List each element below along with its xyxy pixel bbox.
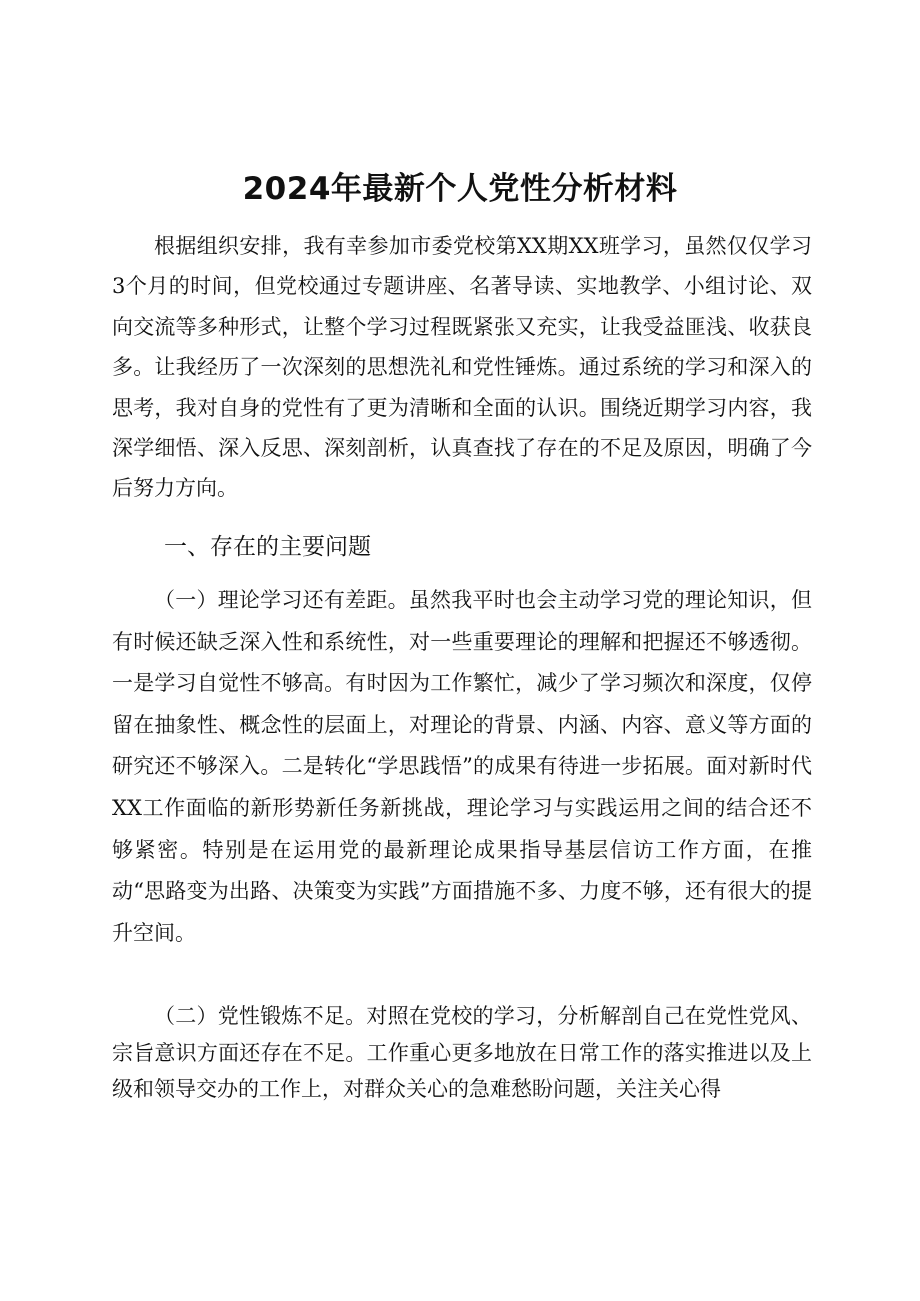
document-title: 2024年最新个人党性分析材料 bbox=[242, 171, 678, 207]
item-paragraph-2: （二）党性锻炼不足。对照在党校的学习，分析解剖自己在党性党风、宗旨意识方面还存在不足。工作重心更多地放在日常工作的落实推进以及上级和领导交办的工作上，对群众关心的急难愁盼问题，关注关心得 bbox=[112, 1004, 812, 1101]
item-paragraph-1: （一）理论学习还有差距。虽然我平时也会主动学习党的理论知识，但有时候还缺乏深入性和系统性，对一些重要理论的理解和把握还不够透彻。一是学习自觉性不够高。有时因为工作繁忙，减少了学习频次和深度，仅停留在抽象性、概念性的层面上，对理论的背景、内涵、内容、意义等方面的研究还不够深入。二是转化“学思践悟”的成果有待进一步拓展。面对新时代XX工作面临的新形势新任务新挑战，理论学习与实践运用之间的结合还不够紧密。特别是在运用党的最新理论成果指导基层信访工作方面，在推动“思路变为出路、决策变为实践”方面措施不多、力度不够，还有很大的提升空间。 bbox=[112, 588, 812, 945]
intro-paragraph: 根据组织安排，我有幸参加市委党校第XX期XX班学习，虽然仅仅学习3个月的时间，但党校通过专题讲座、名著导读、实地教学、小组讨论、双向交流等多种形式，让整个学习过程既紧张又充实，让我受益匪浅、收获良多。让我经历了一次深刻的思想洗礼和党性锤炼。通过系统的学习和深入的思考，我对自身的党性有了更为清晰和全面的认识。围绕近期学习内容，我深学细悟、深入反思、深刻剖析，认真查找了存在的不足及原因，明确了今后努力方向。 bbox=[112, 234, 812, 501]
section-heading: 一、存在的主要问题 bbox=[164, 534, 371, 560]
